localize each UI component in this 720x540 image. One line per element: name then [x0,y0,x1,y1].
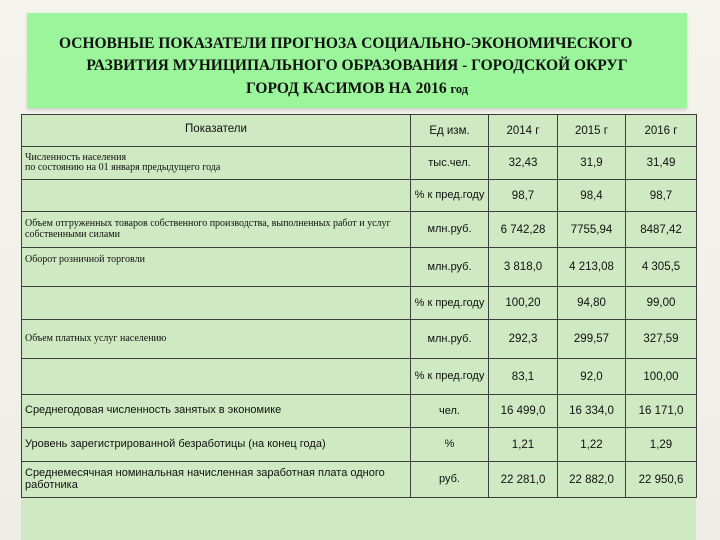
table-row [22,248,697,287]
table-header-row [22,115,697,147]
row-value-2014: 292,3 [489,320,558,359]
row-unit: млн.руб. [411,248,489,287]
row-value-2016: 31,49 [626,147,697,180]
row-value-2014: 1,21 [489,428,558,462]
row-value-2015: 31,9 [558,147,626,180]
table-row [22,359,697,395]
row-value-2015: 94,80 [558,287,626,320]
row-unit: чел. [411,395,489,428]
row-unit: % к пред.году [411,359,489,395]
title-line-3-main: ГОРОД КАСИМОВ НА 2016 [245,80,451,97]
title-line-1: ОСНОВНЫЕ ПОКАЗАТЕЛИ ПРОГНОЗА СОЦИАЛЬНО-ЭКОНОМИЧЕСКОГО [59,35,633,52]
row-indicator [22,287,411,320]
row-indicator [22,359,411,395]
row-unit: млн.руб. [411,320,489,359]
title-line-3-suffix: год [450,82,469,96]
row-value-2014: 98,7 [489,180,558,212]
title-line-3 [27,80,687,98]
row-value-2016: 16 171,0 [626,395,697,428]
row-value-2014: 3 818,0 [489,248,558,287]
table-row [22,428,697,462]
row-indicator: Объем платных услуг населению [22,320,411,359]
row-value-2016: 8487,42 [626,212,697,248]
row-value-2015: 22 882,0 [558,462,626,498]
row-value-2016: 100,00 [626,359,697,395]
row-unit: % к пред.году [411,180,489,212]
row-value-2015: 92,0 [558,359,626,395]
header-2015: 2015 г [558,115,626,147]
header-2016: 2016 г [626,115,697,147]
table-row [22,395,697,428]
row-indicator: Объем отгруженных товаров собственного производства, выполненных работ и услуг собственными силами [22,212,411,248]
row-value-2016: 4 305,5 [626,248,697,287]
row-value-2015: 1,22 [558,428,626,462]
title-line-2: РАЗВИТИЯ МУНИЦИПАЛЬНОГО ОБРАЗОВАНИЯ - ГОРОДСКОЙ ОКРУГ [86,57,628,74]
row-value-2014: 16 499,0 [489,395,558,428]
table-row [22,147,697,180]
row-unit: тыс.чел. [411,147,489,180]
row-value-2014: 83,1 [489,359,558,395]
row-indicator [22,147,411,180]
row-unit: % к пред.году [411,287,489,320]
population-label-line2: по состоянию на 01 января предыдущего года [25,162,221,173]
row-indicator: Среднемесячная номинальная начисленная заработная плата одного работника [22,462,411,498]
row-unit: руб. [411,462,489,498]
row-value-2015: 16 334,0 [558,395,626,428]
row-unit: % [411,428,489,462]
row-indicator: Среднегодовая численность занятых в экономике [22,395,411,428]
row-value-2015: 7755,94 [558,212,626,248]
title-banner [27,13,687,108]
table-row [22,180,697,212]
header-unit: Ед изм. [411,115,489,147]
row-value-2016: 1,29 [626,428,697,462]
row-value-2014: 6 742,28 [489,212,558,248]
row-value-2016: 22 950,6 [626,462,697,498]
row-indicator [22,180,411,212]
row-value-2015: 98,4 [558,180,626,212]
header-indicator: Показатели [22,115,411,147]
row-value-2014: 32,43 [489,147,558,180]
row-value-2016: 327,59 [626,320,697,359]
indicators-table [21,114,697,498]
row-value-2015: 299,57 [558,320,626,359]
row-value-2015: 4 213,08 [558,248,626,287]
header-2014: 2014 г [489,115,558,147]
row-value-2016: 98,7 [626,180,697,212]
row-indicator: Оборот розничной торговли [22,248,411,287]
row-indicator: Уровень зарегистрированной безработицы (на конец года) [22,428,411,462]
table-row [22,287,697,320]
table-row [22,462,697,498]
population-label-line1: Численность населения [25,151,127,163]
row-value-2014: 100,20 [489,287,558,320]
row-value-2014: 22 281,0 [489,462,558,498]
table-row [22,212,697,248]
row-unit: млн.руб. [411,212,489,248]
table-row [22,320,697,359]
row-value-2016: 99,00 [626,287,697,320]
